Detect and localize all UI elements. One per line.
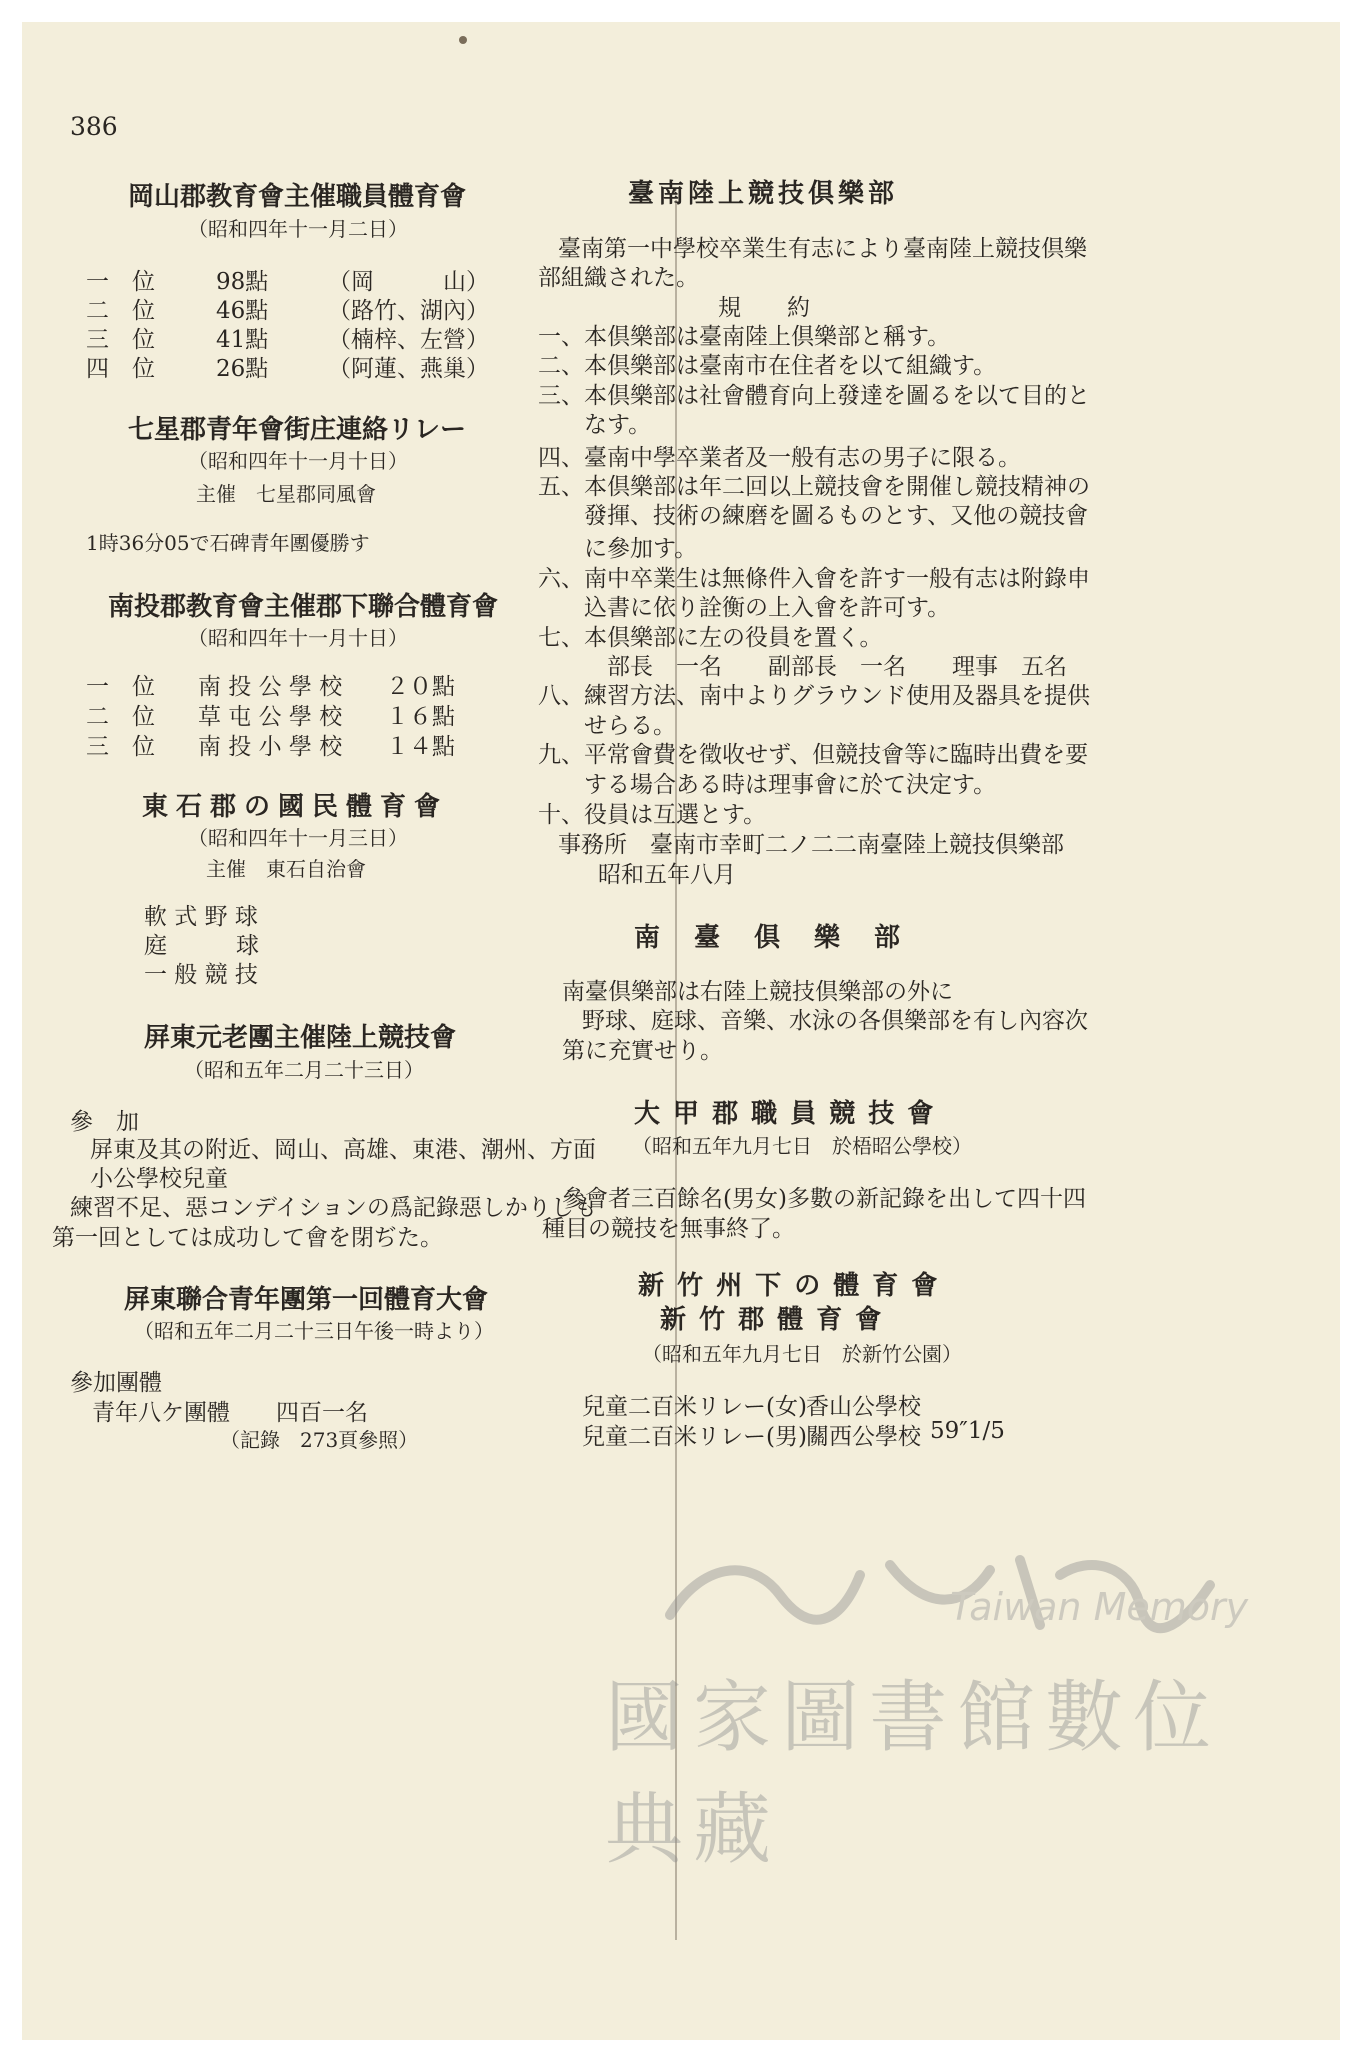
rule-line: 發揮、技術の練磨を圖るものとす、又他の競技會 bbox=[538, 503, 1089, 529]
score-value: １６點 bbox=[386, 704, 455, 730]
rule-line: 二、本倶樂部は臺南市在住者を以て組織す。 bbox=[538, 353, 997, 379]
result-shichisei: 1時36分05で石碑青年團優勝す bbox=[86, 531, 370, 555]
body-line: 南臺倶樂部は右陸上競技倶樂部の外に bbox=[562, 979, 953, 1005]
page-number: 386 bbox=[70, 112, 118, 141]
section-date-heitou: （昭和五年二月二十三日） bbox=[184, 1058, 424, 1082]
section-date-okayama: （昭和四年十一月二日） bbox=[188, 217, 408, 241]
record-time: 59″1/5 bbox=[930, 1418, 1005, 1444]
section-title-touseki: 東石郡の國民體育會 bbox=[142, 792, 449, 822]
section-date-shichisei: （昭和四年十一月十日） bbox=[188, 449, 408, 473]
score-value: 46點 bbox=[216, 298, 269, 324]
rule-line: 十、役員は互選とす。 bbox=[538, 802, 767, 828]
body-line: 青年八ケ團體 四百一名 bbox=[92, 1400, 368, 1426]
watermark-chinese: 國家圖書館數位典藏 bbox=[605, 1673, 1222, 1875]
host-shichisei: 主催 七星郡同風會 bbox=[196, 482, 376, 506]
rank-label: 三 位 bbox=[86, 327, 155, 353]
body-line: 小公學校兒童 bbox=[90, 1166, 228, 1192]
body-line: 第に充實せり。 bbox=[562, 1038, 723, 1064]
rule-line: 七、本倶樂部に左の役員を置く。 bbox=[538, 625, 883, 651]
body-line: 屏東及其の附近、岡山、高雄、東港、潮州、方面 bbox=[90, 1137, 596, 1163]
rule-line: する場合ある時は理事會に於て決定す。 bbox=[538, 772, 997, 798]
section-title-nantou: 南投郡教育會主催郡下聯合體育會 bbox=[108, 592, 499, 622]
taiwan-memory-watermark bbox=[600, 1545, 1300, 1875]
section-title-nantai: 南 臺 倶 樂 部 bbox=[634, 923, 905, 953]
team-name: （阿蓮、燕巢） bbox=[328, 356, 489, 382]
body-line: 參會者三百餘名(男女)多數の新記錄を出して四十四 bbox=[562, 1186, 1086, 1212]
host-touseki: 主催 東石自治會 bbox=[206, 857, 366, 881]
team-name: （岡 山） bbox=[328, 269, 489, 295]
watermark-english: Taiwan Memory bbox=[950, 1585, 1249, 1629]
body-line: 野球、庭球、音樂、水泳の各倶樂部を有し內容次 bbox=[582, 1008, 1088, 1034]
section-title-heitou-youth: 屏東聯合青年團第一回體育大會 bbox=[124, 1285, 489, 1315]
rule-line: 六、南中卒業生は無條件入會を許す一般有志は附錄申 bbox=[538, 566, 1090, 592]
score-value: ２０點 bbox=[386, 674, 455, 700]
body-line: 臺南第一中學校卒業生有志により臺南陸上競技倶樂 bbox=[558, 236, 1087, 262]
team-name: （路竹、湖內） bbox=[328, 298, 489, 324]
rules-heading: 規 約 bbox=[718, 295, 810, 321]
rules-date: 昭和五年八月 bbox=[598, 862, 736, 888]
rule-line: 部長 一名 副部長 一名 理事 五名 bbox=[538, 654, 1067, 680]
rule-line: 三、本倶樂部は社會體育向上發達を圖るを以て目的と bbox=[538, 383, 1090, 409]
section-title-shichisei: 七星郡青年會街庄連絡リレー bbox=[128, 415, 467, 445]
score-value: 98點 bbox=[216, 269, 269, 295]
section-title-heitou: 屏東元老團主催陸上競技會 bbox=[144, 1023, 457, 1053]
school-name: 草 屯 公 學 校 bbox=[198, 704, 343, 730]
rank-label: 四 位 bbox=[86, 356, 155, 382]
section-date-touseki: （昭和四年十一月三日） bbox=[188, 826, 408, 850]
body-line: 練習不足、惡コンデイションの爲記錄惡しかりしも bbox=[70, 1195, 597, 1221]
rule-line: 一、本倶樂部は臺南陸上倶樂部と稱す。 bbox=[538, 324, 951, 350]
score-value: １４點 bbox=[386, 734, 455, 760]
section-date-shinchiku: （昭和五年九月七日 於新竹公園） bbox=[642, 1342, 962, 1366]
score-value: 26點 bbox=[216, 356, 269, 382]
body-line: 參 加 bbox=[70, 1109, 139, 1135]
rule-line: 四、臺南中學卒業者及一般有志の男子に限る。 bbox=[538, 445, 1021, 471]
rule-line: 五、本倶樂部は年二回以上競技會を開催し競技精神の bbox=[538, 474, 1090, 500]
section-title-shinchiku: 新 竹 州 下 の 體 育 會 bbox=[638, 1271, 940, 1301]
event-name: 庭 球 bbox=[144, 933, 259, 959]
section-date-taikou: （昭和五年九月七日 於梧昭公學校） bbox=[632, 1134, 972, 1158]
event-name: 兒童二百米リレー(男) bbox=[582, 1424, 807, 1450]
office-address: 事務所 臺南市幸町二ノ二二南臺陸上競技倶樂部 bbox=[558, 832, 1064, 858]
rank-label: 一 位 bbox=[86, 269, 155, 295]
body-line: 第一回としては成功して會を閉ぢた。 bbox=[52, 1225, 443, 1251]
rule-line: 九、平常會費を徵收せず、但競技會等に臨時出費を要 bbox=[538, 742, 1089, 768]
rule-line: 込書に依り詮衡の上入會を許可す。 bbox=[538, 595, 951, 621]
body-line: 部組織された。 bbox=[538, 265, 699, 291]
section-title-taikou: 大 甲 郡 職 員 競 技 會 bbox=[634, 1099, 936, 1129]
section-title-tainan: 臺南陸上競技倶樂部 bbox=[628, 179, 899, 209]
school-name: 香山公學校 bbox=[806, 1394, 921, 1420]
school-name: 南 投 小 學 校 bbox=[198, 734, 343, 760]
school-name: 南 投 公 學 校 bbox=[198, 674, 343, 700]
event-name: 軟 式 野 球 bbox=[144, 904, 258, 930]
record-note: （記錄 273頁參照） bbox=[220, 1428, 419, 1452]
section-date-heitou-youth: （昭和五年二月二十三日午後一時より） bbox=[134, 1319, 494, 1343]
rank-label: 三 位 bbox=[86, 734, 155, 760]
section-subtitle-shinchiku: 新 竹 郡 體 育 會 bbox=[660, 1305, 884, 1335]
rule-line: 八、練習方法、南中よりグラウンド使用及器具を提供 bbox=[538, 683, 1090, 709]
section-date-nantou: （昭和四年十一月十日） bbox=[188, 626, 408, 650]
ink-spot bbox=[459, 36, 467, 44]
event-name: 一 般 競 技 bbox=[144, 962, 258, 988]
team-name: （楠梓、左營） bbox=[328, 327, 489, 353]
rule-line: なす。 bbox=[538, 412, 652, 438]
rule-line: に參加す。 bbox=[538, 536, 698, 562]
school-name: 關西公學校 bbox=[806, 1424, 921, 1450]
rank-label: 二 位 bbox=[86, 298, 155, 324]
event-name: 兒童二百米リレー(女) bbox=[582, 1394, 807, 1420]
section-title-okayama: 岡山郡教育會主催職員體育會 bbox=[128, 182, 467, 212]
rule-line: せらる。 bbox=[538, 713, 676, 739]
rank-label: 二 位 bbox=[86, 704, 155, 730]
body-line: 參加團體 bbox=[70, 1370, 162, 1396]
rank-label: 一 位 bbox=[86, 674, 155, 700]
score-value: 41點 bbox=[216, 327, 269, 353]
body-line: 種目の競技を無事終了。 bbox=[542, 1216, 795, 1242]
